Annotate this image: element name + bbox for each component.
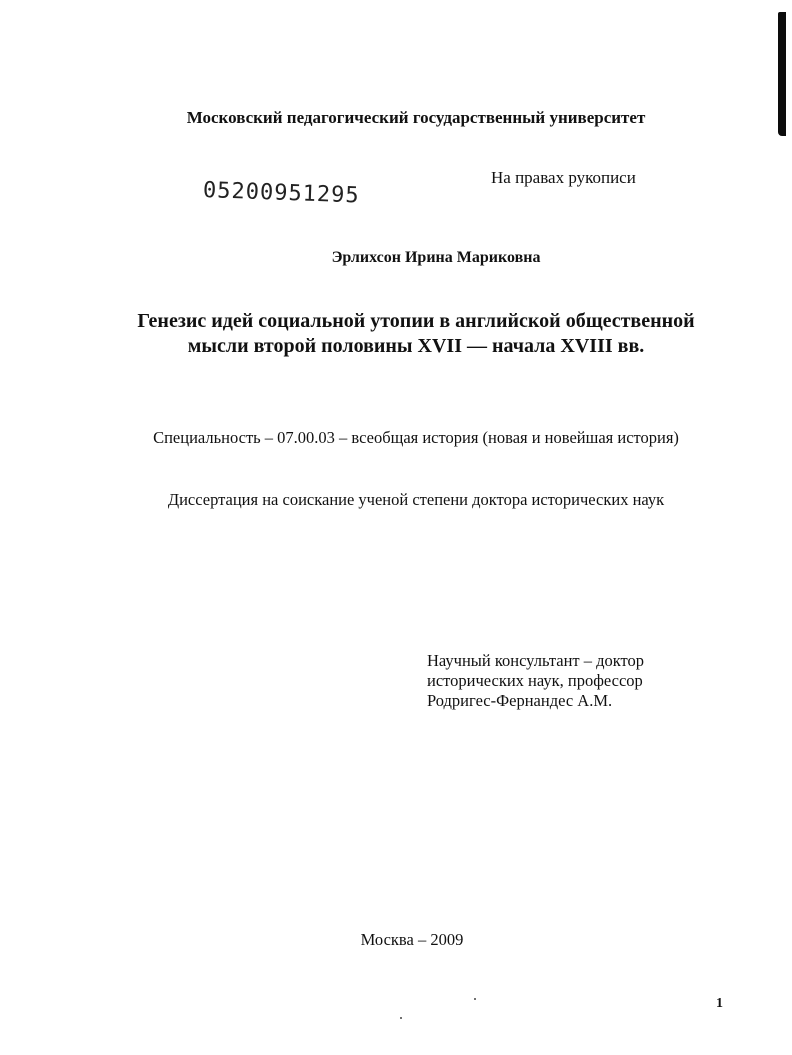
- dissertation-degree: Диссертация на соискание ученой степени доктора исторических наук: [167, 490, 665, 509]
- consultant-line-2: исторических наук, профессор: [427, 671, 643, 690]
- specialty-line: Специальность – 07.00.03 – всеобщая история (новая и новейшая история): [153, 428, 679, 447]
- scientific-consultant: [427, 651, 644, 711]
- scan-speck: [474, 998, 476, 1000]
- dissertation-title: [100, 309, 732, 359]
- consultant-line-3: Родригес-Фернандес А.М.: [427, 691, 613, 710]
- title-line-2: мысли второй половины XVII — начала XVIII вв.: [187, 335, 645, 357]
- city-year: Москва – 2009: [360, 930, 464, 949]
- consultant-line-1: Научный консультант – доктор: [427, 651, 645, 670]
- university-name: Московский педагогический государственный университет: [186, 108, 646, 127]
- archive-number: 05200951295: [202, 178, 361, 209]
- title-line-1: Генезис идей социальной утопии в английской общественной: [137, 310, 695, 332]
- scan-speck: [400, 1017, 402, 1019]
- page-number: 1: [716, 996, 723, 1011]
- manuscript-note: На правах рукописи: [491, 168, 636, 187]
- author-name: Эрлихсон Ирина Мариковна: [331, 249, 541, 266]
